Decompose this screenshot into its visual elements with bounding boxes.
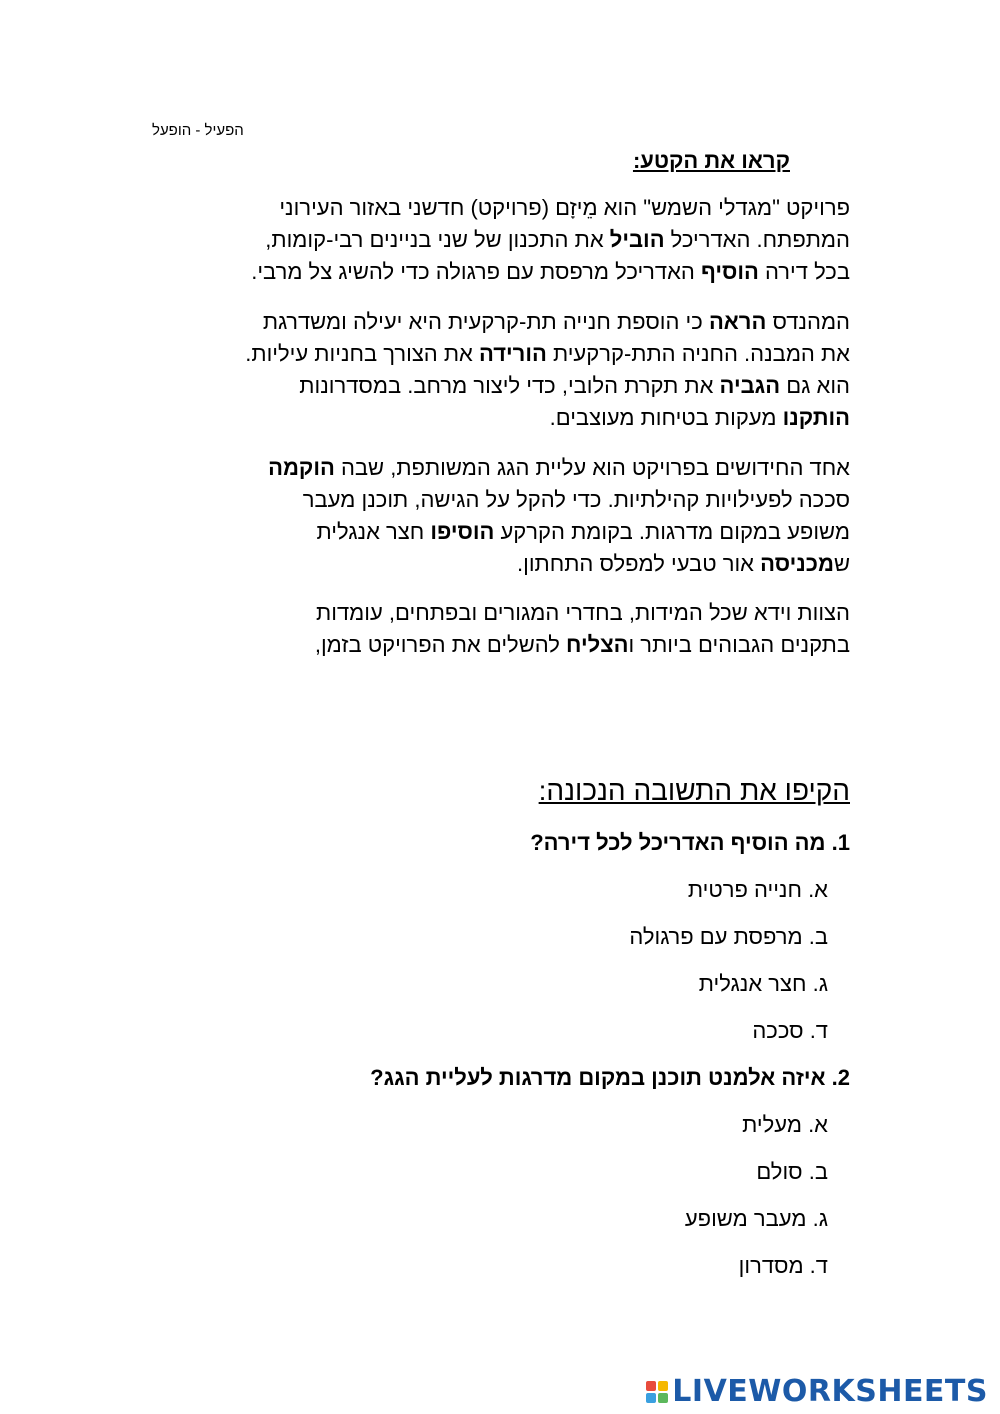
line-text: כי הוספת חנייה תת-קרקעית היא יעילה ומשדרגת [262, 309, 709, 334]
line-text: משופע במקום מדרגות. בקומת הקרקע [494, 519, 850, 544]
bold-verb: מכניסה [760, 551, 834, 576]
line-text: את הצורך בחניות עיליות. [245, 341, 479, 366]
question-2-option-d[interactable]: ד. מסדרון [738, 1253, 828, 1278]
question-1-option-c[interactable]: ג. חצר אנגלית [698, 971, 828, 996]
p3-line [268, 452, 850, 484]
question-1-option-d[interactable]: ד. סככה [752, 1018, 828, 1043]
p3-line [268, 516, 850, 548]
line-text: בכל דירה [758, 259, 850, 284]
paragraph-4 [315, 597, 850, 661]
questions-title: הקיפו את התשובה הנכונה: [538, 775, 850, 806]
p1-line [251, 224, 850, 256]
p4-line: הצוות וידא שכל המידות, בחדרי המגורים ובפתחים, עומדות [316, 600, 850, 625]
paragraph-1 [251, 192, 850, 288]
line-text: ש [833, 551, 850, 576]
question-2-option-b[interactable]: ב. סולם [756, 1159, 828, 1184]
paragraph-3 [268, 452, 850, 580]
bold-verb: הגביה [719, 373, 781, 398]
reading-title: קראו את הקטע: [632, 148, 790, 173]
question-1-option-b[interactable]: ב. מרפסת עם פרגולה [629, 924, 828, 949]
logo-text: LIVEWORKSHEETS [672, 1374, 988, 1409]
bold-verb: הותקנו [782, 405, 850, 430]
line-text: להשלים את הפרויקט בזמן, [314, 632, 567, 657]
line-text: הוא גם [780, 373, 850, 398]
line-text: את המבנה. החניה התת-קרקעית [546, 341, 850, 366]
bold-verb: הורידה [479, 341, 547, 366]
line-text: אחד החידושים בפרויקט הוא עליית הגג המשותפת, שבה [334, 455, 850, 480]
p4-line [315, 629, 850, 661]
paragraph-2 [245, 306, 850, 434]
question-2-option-a[interactable]: א. מעלית [742, 1112, 828, 1137]
header-label: הפעיל - הופעל [152, 122, 244, 139]
bold-verb: הראה [708, 309, 767, 334]
p1-line [251, 256, 850, 288]
line-text: מעקות בטיחות מעוצבים. [549, 405, 783, 430]
line-text: בתקנים הגבוהים ביותר ו [628, 632, 850, 657]
p2-line [245, 306, 850, 338]
question-2-option-c[interactable]: ג. מעבר משופע [684, 1206, 828, 1231]
line-text: את תקרת הלובי, כדי ליצור מרחב. במסדרונות [299, 373, 720, 398]
question-1: 1. מה הוסיף האדריכל לכל דירה? [530, 830, 850, 855]
p3-line [268, 548, 850, 580]
line-text: האדריכל מרפסת עם פרגולה כדי להשיג צל מרבי. [251, 259, 701, 284]
line-text: אור טבעי למפלס התחתון. [517, 551, 761, 576]
logo-grid-icon [646, 1381, 668, 1403]
bold-verb: הצליח [566, 632, 629, 657]
p2-line [245, 370, 850, 402]
p3-line: סככה לפעילויות קהילתיות. כדי להקל על הגישה, תוכנן מעבר [302, 487, 850, 512]
question-1-option-a[interactable]: א. חנייה פרטית [687, 877, 828, 902]
p2-line [245, 402, 850, 434]
bold-verb: הוקמה [268, 455, 335, 480]
p2-line [245, 338, 850, 370]
bold-verb: הוסיף [700, 259, 759, 284]
line-text: את התכנון של שני בניינים רבי-קומות, [265, 227, 610, 252]
bold-verb: הוביל [609, 227, 665, 252]
liveworksheets-logo [646, 1374, 988, 1409]
bold-verb: הוסיפו [430, 519, 495, 544]
p1-line: פרויקט "מגדלי השמש" הוא מֵיזָם (פרויקט) חדשני באזור העירוני [279, 195, 850, 220]
question-2: 2. איזה אלמנט תוכנן במקום מדרגות לעליית הגג? [370, 1065, 850, 1090]
line-text: חצר אנגלית [316, 519, 431, 544]
line-text: המתפתח. האדריכל [664, 227, 850, 252]
line-text: המהנדס [766, 309, 850, 334]
